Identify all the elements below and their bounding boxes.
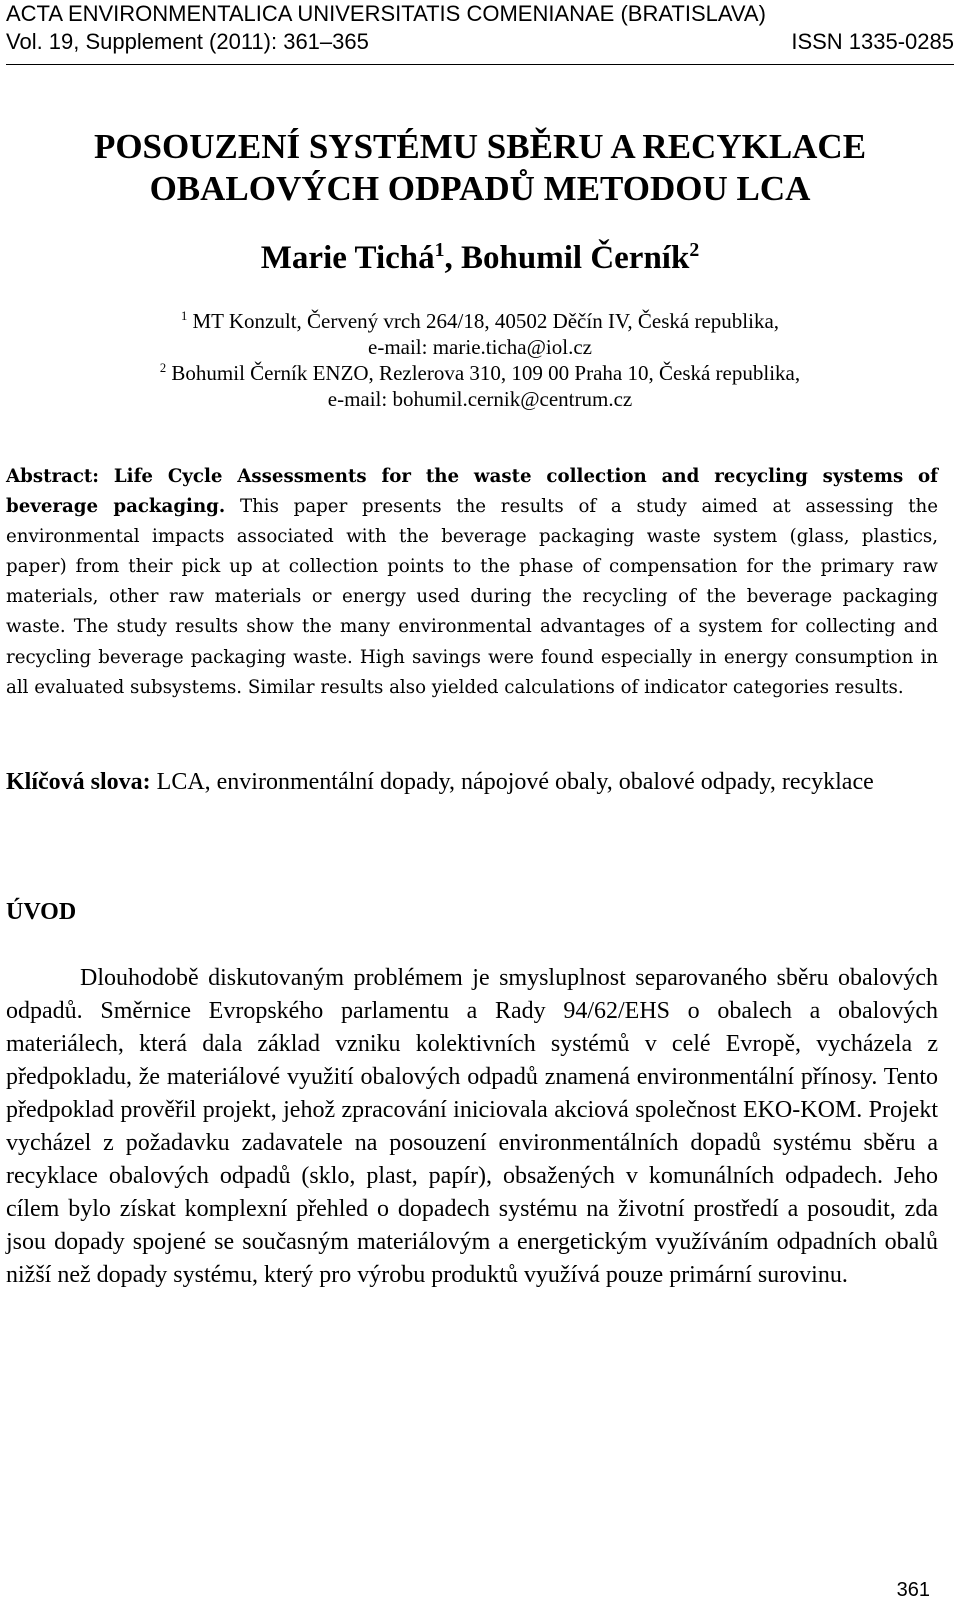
title-line-1: POSOUZENÍ SYSTÉMU SBĚRU A RECYKLACE — [93, 127, 867, 166]
author-list — [0, 238, 960, 278]
affiliation-2 — [0, 360, 960, 386]
author-name: Marie Tichá — [260, 240, 435, 276]
author-separator: , — [444, 240, 462, 276]
abstract-lead: Abstract: Life Cycle Assessments for the waste collection and recycling systems of beverage packaging. — [6, 466, 938, 518]
section-heading: ÚVOD — [6, 899, 77, 925]
keywords-text: LCA, environmentální dopady, nápojové obaly, obalové odpady, recyklace — [150, 769, 874, 795]
keywords — [6, 766, 938, 798]
paper-title — [0, 126, 960, 210]
affiliation-1-email: e-mail: marie.ticha@iol.cz — [368, 335, 592, 359]
author-affiliation-mark: 1 — [434, 239, 445, 261]
affiliation-mark: 2 — [159, 361, 167, 375]
running-head — [6, 0, 954, 56]
affiliation-address: Bohumil Černík ENZO, Rezlerova 310, 109 00 Praha 10, Česká republika, — [171, 361, 801, 385]
header-rule — [6, 64, 954, 65]
affiliation-2-email: e-mail: bohumil.cernik@centrum.cz — [327, 387, 633, 411]
page-number: 361 — [896, 1579, 930, 1601]
abstract-text: This paper presents the results of a study aimed at assessing the environmental impacts associated with the beverage packaging waste system (glass, plastics, paper) from their pick up at collection points to the phase of compensation for the primary raw materials, other raw materials or energy used during the recycling of the beverage packaging waste. The study results show the many environmental advantages of a system for collecting and recycling beverage packaging waste. High savings were found especially in energy consumption in all evaluated subsystems. Similar results also yielded calculations of indicator categories results. — [6, 496, 939, 698]
issn: ISSN 1335-0285 — [791, 29, 954, 54]
author-name: Bohumil Černík — [461, 240, 690, 276]
affiliation-1 — [0, 308, 960, 334]
journal-name: ACTA ENVIRONMENTALICA UNIVERSITATIS COMENIANAE (BRATISLAVA) — [6, 1, 766, 26]
body-paragraph: Dlouhodobě diskutovaným problémem je smysluplnost separovaného sběru obalových odpadů. Směrnice Evropského parlamentu a Rady 94/62/EHS o obalech a obalových materiálech, která dala základ vzniku kolektivních systémů v celé Evropě, vycházela z předpokladu, že materiálové využití obalových odpadů znamená environmentální přínosy. Tento předpoklad prověřil projekt, jehož zpracování iniciovala akciová společnost EKO-KOM. Projekt vycházel z požadavku zadavatele na posouzení environmentálních dopadů systému sběru a recyklace obalových odpadů (sklo, plast, papír), obsažených v komunálních odpadech. Jeho cílem bylo získat komplexní přehled o dopadech systému na životní prostředí a posoudit, zda jsou dopady spojené se současným materiálovým a energetickým využíváním odpadních obalů nižší než dopady systému, který pro výrobu produktů využívá pouze primární surovinu. — [6, 965, 938, 1288]
affiliation-address: MT Konzult, Červený vrch 264/18, 40502 Děčín IV, Česká republika, — [192, 309, 780, 333]
running-head-line-1 — [6, 0, 954, 28]
keywords-label: Klíčová slova: — [6, 769, 151, 795]
affiliations — [0, 308, 960, 412]
author-affiliation-mark: 2 — [689, 239, 700, 261]
abstract — [6, 462, 938, 703]
volume-info: Vol. 19, Supplement (2011): 361–365 — [6, 29, 369, 54]
affiliation-mark: 1 — [180, 309, 188, 323]
title-line-2: OBALOVÝCH ODPADŮ METODOU LCA — [149, 169, 811, 208]
running-head-line-2 — [6, 28, 954, 56]
